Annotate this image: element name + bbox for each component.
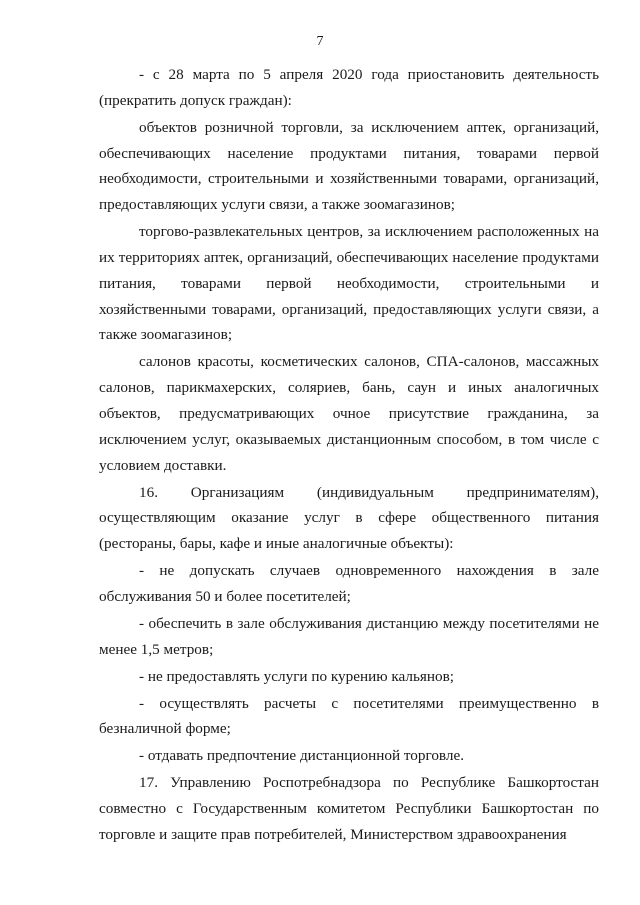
page-number: 7: [316, 34, 324, 49]
paragraph-no-crowds: - не допускать случаев одновременного нахождения в зале обслуживания 50 и более посетителей;: [99, 562, 599, 605]
paragraph-item-17: 17. Управлению Роспотребнадзора по Республике Башкортостан совместно с Государственным комитетом Республики Башкортостан по торговле и защите прав потребителей, Министерством здравоохранения: [99, 774, 599, 843]
paragraph-beauty-salons: салонов красоты, косметических салонов, СПА-салонов, массажных салонов, парикмахерских, соляриев, бань, саун и иных аналогичных объектов, предусматривающих очное присутствие гражданина, за исключением услуг, оказываемых дистанционным способом, в том числе с условием доставки.: [99, 353, 599, 474]
document-body: [99, 62, 599, 849]
paragraph-retail-objects: объектов розничной торговли, за исключением аптек, организаций, обеспечивающих население продуктами питания, товарами первой необходимости, строительными и хозяйственными товарами, организаций, предоставляющих услуги связи, а также зоомагазинов;: [99, 118, 599, 214]
paragraph-cashless: - осуществлять расчеты с посетителями преимущественно в безналичной форме;: [99, 694, 599, 738]
paragraph-suspend-activity: - с 28 марта по 5 апреля 2020 года приостановить деятельность (прекратить допуск граждан):: [99, 66, 599, 109]
paragraph-item-16: 16. Организациям (индивидуальным предпринимателям), осуществляющим оказание услуг в сфере общественного питания (рестораны, бары, кафе и иные аналогичные объекты):: [99, 483, 599, 553]
paragraph-remote-trade: - отдавать предпочтение дистанционной торговле.: [139, 747, 465, 765]
paragraph-distance: - обеспечить в зале обслуживания дистанцию между посетителями не менее 1,5 метров;: [99, 614, 599, 658]
paragraph-shopping-centers: торгово-развлекательных центров, за исключением расположенных на их территориях аптек, организаций, обеспечивающих население продуктами питания, товарами первой необходимости, строительными и хозяйственными товарами, организаций, предоставляющих услуги связи, а также зоомагазинов;: [99, 223, 599, 344]
paragraph-no-hookah: - не предоставлять услуги по курению кальянов;: [139, 667, 454, 685]
